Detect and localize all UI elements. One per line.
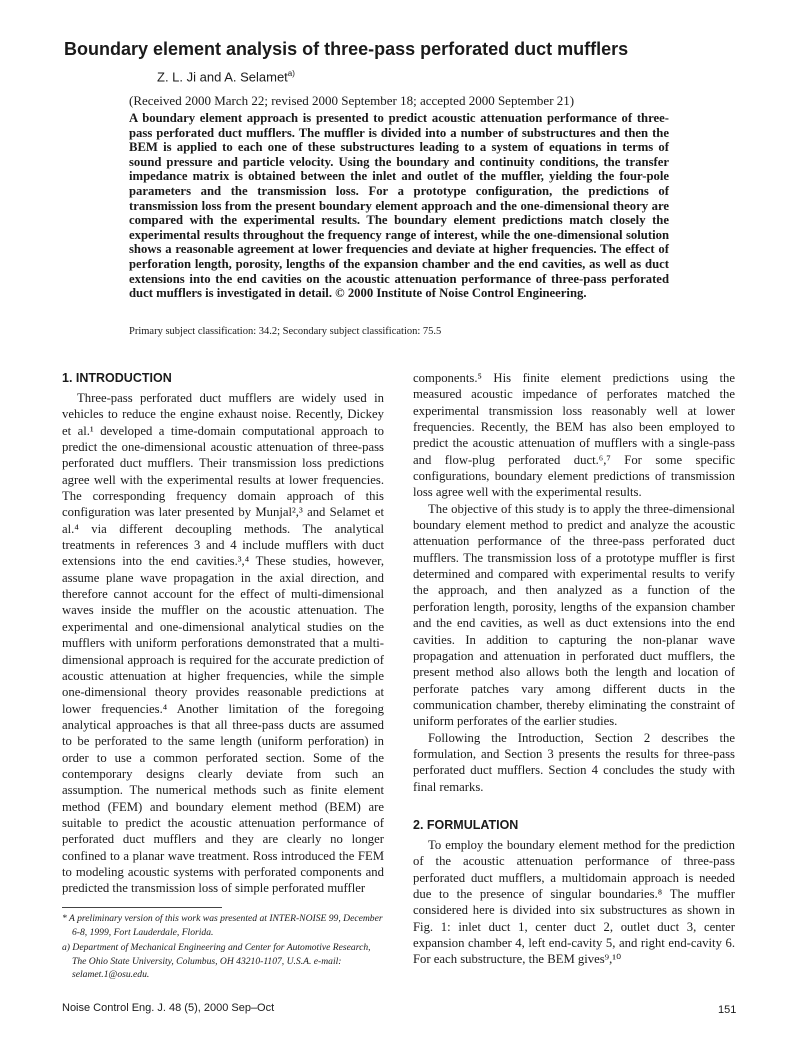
formulation-heading: 2. FORMULATION bbox=[413, 817, 519, 832]
footnotes bbox=[62, 912, 384, 984]
footnote-affiliation: a) Department of Mechanical Engineering and Center for Automotive Research, The Ohio State University, Columbus, OH 43210-1107, U.S.A. e-mail: selamet.1@osu.edu. bbox=[62, 942, 371, 981]
formulation-paragraph-1: To employ the boundary element method for the prediction of the acoustic attenuation performance of three-pass perforated duct mufflers, a multidomain approach is needed due to the presence of singular boundaries.⁸ The muffler considered here is divided into six substructures as shown in Fig. 1: inlet duct 1, center duct 2, outlet duct 3, center expansion chamber 4, left end-cavity 5, and right end-cavity 6. For each substructure, the BEM gives⁹,¹⁰ bbox=[413, 837, 735, 967]
introduction-heading: 1. INTRODUCTION bbox=[62, 371, 172, 385]
received-dates: (Received 2000 March 22; revised 2000 September 18; accepted 2000 September 21) bbox=[129, 93, 575, 108]
introduction-paragraph-1: Three-pass perforated duct mufflers are widely used in vehicles to reduce the engine exhaust noise. Recently, Dickey et al.¹ developed a time-domain computational approach to predict the one-dimensional acoustic attenuation of three-pass perforated duct mufflers. Their transmission loss predictions agree well with the experimental results at lower frequencies. The corresponding frequency domain approach of this configuration was later presented by Munjal²,³ and Selamet et al.⁴ via different decoupling methods. The analytical treatments in references 3 and 4 include mufflers with duct extensions into the end cavities.³,⁴ These studies, however, assume plane wave propagation in the axial direction, and therefore cannot account for the effect of multi-dimensional waves inside the muffler on the acoustic attenuation. The experimental and one-dimensional analytical studies on the mufflers with uniform perforations demonstrated that a multi-dimensional approach is required for the accurate prediction of acoustic attenuation at higher frequencies, while the simple one-dimensional theory provides reasonable predictions at lower frequencies.⁴ Another limitation of the foregoing analytical approaches is that all three-pass ducts are assumed to be perforated to the same length (uniform perforation) in order to use a common perforated section. Some of the contemporary designs clearly deviate from such an assumption. The numerical methods such as finite element method (FEM) and boundary element method (BEM) are suitable to predict the acoustic attenuation performance of perforated duct mufflers and they are clearly no longer confined to a planar wave treatment. Ross introduced the FEM to modeling acoustic systems with perforated components and predicted the transmission loss of simple perforated muffler bbox=[62, 391, 384, 896]
abstract: A boundary element approach is presented to predict acoustic attenuation performance of three-pass perforated duct mufflers. The muffler is divided into a number of substructures and then the BEM is applied to each one of these substructures leading to a system of equations in terms of sound pressure and particle velocity. Using the boundary and continuity conditions, the transfer impedance matrix is obtained between the inlet and outlet of the muffler, yielding the four-pole parameters and the transmission loss. For a prototype configuration, the predictions of transmission loss from the present boundary element approach and the one-dimensional theory are compared with the experimental results. The boundary element predictions match closely the experimental results throughout the frequency range of interest, while the one-dimensional solution shows a reasonable agreement at lower frequencies and deviate at higher frequencies. The effect of perforation length, porosity, lengths of the expansion chamber and the end cavities, as well as duct extensions into the end cavities on the acoustic attenuation performance of three-pass perforated duct mufflers is investigated in detail. © 2000 Institute of Noise Control Engineering. bbox=[129, 111, 669, 301]
footnote-preliminary-version: * A preliminary version of this work was presented at INTER-NOISE 99, December 6-8, 1999, Fort Lauderdale, Florida. bbox=[62, 913, 383, 938]
author-affiliation-marker: a) bbox=[287, 69, 295, 78]
subject-classification: Primary subject classification: 34.2; Secondary subject classification: 75.5 bbox=[129, 326, 442, 337]
right-column bbox=[413, 370, 735, 968]
left-column bbox=[62, 370, 384, 897]
page-number: 151 bbox=[718, 1004, 737, 1016]
footnote-divider bbox=[62, 907, 222, 908]
author-names: Z. L. Ji and A. Selamet bbox=[157, 69, 288, 85]
paper-title: Boundary element analysis of three-pass perforated duct mufflers bbox=[64, 39, 629, 59]
introduction-paragraph-outline: Following the Introduction, Section 2 describes the formulation, and Section 3 presents the results for three-pass perforated duct mufflers. Section 4 concludes the study with final remarks. bbox=[413, 730, 735, 794]
introduction-paragraph-objective: The objective of this study is to apply the three-dimensional boundary element method to predict and analyze the acoustic attenuation performance of the three-pass perforated duct mufflers. The transmission loss of a prototype muffler is first determined and compared with experimental results to verify the approach, and then analyzed as a function of the perforation length, porosity, lengths of the expansion chamber and the end cavities, as well as duct extensions into the end cavities. In addition to capturing the non-planar wave propagation and attenuation in perforated duct mufflers, the present method also allows both the length and location of perforate patches vary among different ducts in the communication chamber, thereby eliminating the constraint of uniform perforates of the earlier studies. bbox=[413, 501, 735, 729]
introduction-paragraph-1-continued: components.⁵ His finite element predictions using the measured acoustic impedance of perforates matched the experimental transmission loss reasonably well at lower frequencies. Recently, the BEM has also been employed to predict the acoustic attenuation of mufflers with a single-pass and flow-plug perforated duct.⁶,⁷ For some specific configurations, boundary element predictions of transmission loss agree well with the experimental results. bbox=[413, 371, 735, 500]
authors bbox=[157, 66, 295, 85]
journal-citation: Noise Control Eng. J. 48 (5), 2000 Sep–Oct bbox=[62, 1002, 275, 1014]
